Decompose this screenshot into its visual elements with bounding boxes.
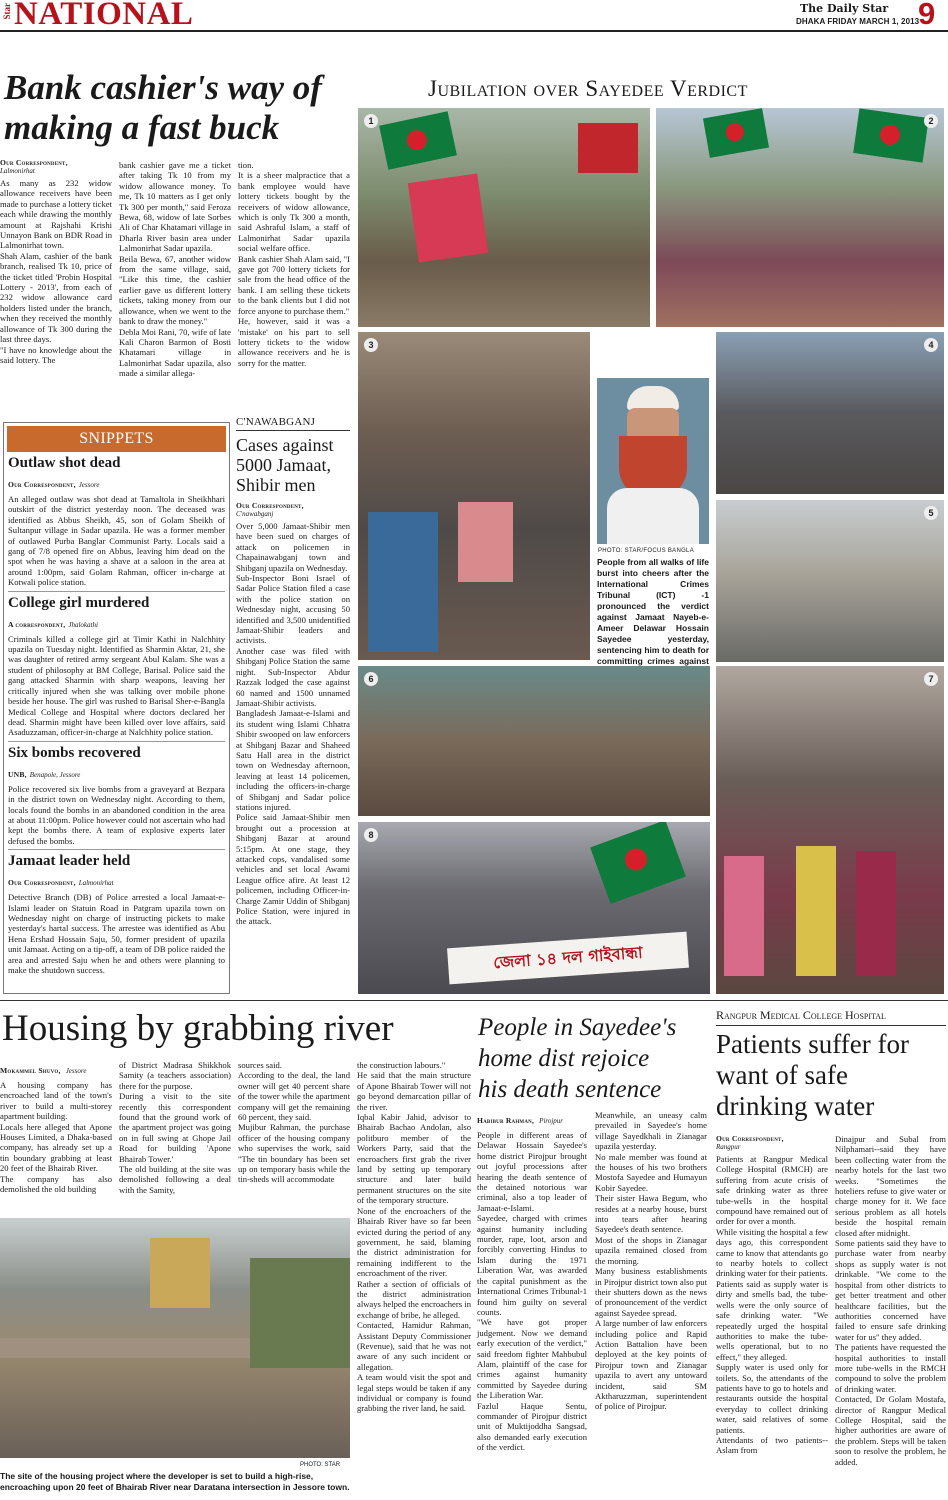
byline-location: Lalmonirhat <box>0 167 35 175</box>
bank-col-2: bank cashier gave me a ticket after taking Tk 10 from my widow allowance money. To me, Tk 10 matters as I get only Tk 300 per month," said Feroza Bewa, 68, widow of late Sorbes Ali of Char Khatamari village in Dharla River basin area under Lalmonirhat Sadar upazila. Beila Bewa, 67, another widow from the same village, said, "Like this time, the cashier earlier gave us different lottery tickets, taking money from our allowance, when we went to the bank to draw the money." Debla Moi Rani, 70, wife of late Kali Charon Barmon of Bosti Khatamari village in Lalmonirhat Sadar upazila, also made a similar allega- <box>119 160 231 379</box>
byline: Our Correspondent, <box>716 1134 784 1143</box>
byline: Habibur Rahman, <box>477 1116 535 1125</box>
byline-location: Jhalokathi <box>68 620 98 629</box>
flag-shape <box>379 111 457 170</box>
snippets-header: SNIPPETS <box>7 426 226 452</box>
photo-jubilation-dinajpur <box>716 666 944 994</box>
photo-number: 2 <box>924 114 938 128</box>
snippet-byline <box>8 472 225 491</box>
cases-story <box>236 416 350 927</box>
shirt-shape <box>607 488 699 544</box>
snippet-byline <box>8 762 225 781</box>
snippet-divider <box>8 849 225 850</box>
snippets-box <box>3 422 230 994</box>
byline: Our Correspondent, <box>8 878 76 888</box>
housing-headline: Housing by grabbing river <box>2 1008 394 1049</box>
photo-number: 1 <box>364 114 378 128</box>
photo-number: 5 <box>924 506 938 520</box>
byline-location: Jessore <box>78 481 100 489</box>
jubilation-caption: People from all walks of life burst into cheers after the International Crimes Tribunal (ICT) -1 pronounced the verdict against Jamaat Nayeb-e-Ameer Delawar Hossain Sayedee yesterday, sentencing him to death for committing crimes against <box>597 557 709 666</box>
housing-col-2: of District Madrasa Shikkhok Samity (a teachers association) there for the purpose. During a visit to the site recently this correspondent found that the ground work of the apartment project was going on in full swing at Ghope Jail Road for building 'Apone Bhairab Tower.' The old building at the site was demolished following a deal with the Samity, <box>119 1060 231 1195</box>
photo-number: 7 <box>924 672 938 686</box>
snippet-divider <box>8 741 225 742</box>
cases-text: Over 5,000 Jamaat-Shibir men have been sued on charges of attack on policemen in Chapainawabganj town and Shibganj upazila on Wednesday. Sub-Inspector Boni Israel of Sadar Police Station filed a case with the police station on Wednesday night, accusing 50 identified and 3,500 unidentified Jamaat-Shibir leaders and activists. Another case was filed with Shibganj Police Station the same night. Sub-Inspector Abdur Razzak lodged the case against 60 named and 1500 unnamed Jamaat-Shibir activists. Bangladesh Jamaat-e-Islami and its student wing Islami Chhatra Shibir swooped on law enforcers at Shibganj Bazar and Shaheed Satu Hall area in the district town on Wednesday afternoon, leaving at least 14 policemen, including the officers-in-charge of Shibganj and Sadar police stations injured. Police said Jamaat-Shibir men brought out a procession at Shibganj Bazar at around 5:15pm. At one stage, they attacked cops, vandalised some vehicles and set local Awami League office afire. At least 12 policemen, including Officer-in-Charge Zamir Uddin of Shibganj Police Station, were injured in the attack. <box>236 521 350 927</box>
photo-number: 8 <box>364 828 378 842</box>
story-text: People in different areas of Delawar Hossain Sayedee's home district Pirojpur brought out joyful processions after hearing the death sentence of the detained notorious war criminal, also a top leader of Jamaat-e-Islami. Sayedee, charged with crimes against humanity including murder, rape, loot, arson and forcibly converting Hindus to Islam during the 1971 Liberation War, was awarded the capital punishment as the International Crimes Tribunal-1 found him guilty on several counts. "We have got proper judgement. Now we demand early execution of the verdict," said freedom fighter Mahbubul Alam, plaintiff of the case for crimes against humanity committed by Sayedee during the Liberation War. Fazlul Haque Sentu, commander of Pirojpur district unit of Muktijoddha Sangsad, also demanded early execution of the verdict. <box>477 1130 587 1453</box>
story-text: A housing company has encroached land of the town's river to build a multi-storey apartment building. Locals here alleged that Apone Houses Limited, a Dhaka-based company, has already set up a tin boundary grabbing at least 20 feet of the Bhairab River. The company has also demolished the old building <box>0 1080 112 1195</box>
pirojpur-col-2: Meanwhile, an uneasy calm prevailed in Sayedee's home village Sayedkhali in Zianagar upazila yesterday. No male member was found at the houses of his two brothers Mostofa Sayedee and Humayun Kobir Sayedee. Their sister Hawa Begum, who resides at a nearby house, burst into tears after hearing Sayedee's death sentence. Most of the shops in Zianagar upazila remained closed from the morning. Many business establishments in Pirojpur district town also put their shutters down as the news of pronouncement of the verdict against Sayedee spread. A large number of law enforcers including police and Rapid Action Battalion have been deployed at the key points of Pirojpur town and Zianagar upazila to avert any untoward incident, said SM Aktharuzzman, superintendent of police of Pirojpur. <box>595 1110 707 1412</box>
kicker-rule <box>236 430 350 431</box>
procession-banner: জেলা ১৪ দল গাইবান্ধা <box>447 932 689 985</box>
snippet-divider <box>8 591 225 592</box>
pirojpur-headline <box>478 1012 714 1105</box>
jubilation-title: Jubilation over Sayedee Verdict <box>428 76 748 101</box>
snippet-headline: Six bombs recovered <box>8 744 141 761</box>
snippet-headline: Outlaw shot dead <box>8 455 121 471</box>
snippets-list <box>4 455 229 975</box>
snippet-item <box>8 849 225 975</box>
marcher-shape <box>724 856 764 976</box>
photo-procession-jhenidah <box>358 332 590 660</box>
snippet-text: Detective Branch (DB) of Police arrested a local Jamaat-e-Islami leader on Statuin Road in Patgram upazila town on Wednesday night on charge of instructing pickets to make yesterday's hartal success. The arrestee was identified as Abu Hena Ershad Hossain Saju, 50, former president of upazila unit Jamaat. Acting on a tip-off, a team of DB police raided the area and arrested Saju when he and others were planning to make the shutdown success. <box>8 892 226 975</box>
byline: UNB, <box>8 769 27 779</box>
headline-line: his death sentence <box>478 1076 662 1103</box>
snippet-byline <box>8 612 225 631</box>
byline-location: Rangpur <box>716 1143 741 1151</box>
byline-location: Pirojpur <box>539 1117 564 1125</box>
headline-line: People in Sayedee's <box>478 1014 677 1041</box>
photo-number: 3 <box>364 338 378 352</box>
photo-procession-munshiganj <box>716 500 944 662</box>
rangpur-col-2: Dinajpur and Subal from Nilphamari--said they have been collecting water from the nearby hotels for the last two weeks. "Sometimes the hoteliers refuse to give water or charge money for it. We face serious problem as all hotels beside the hospital remain closed after midnight. Some patients said they have to purchase water from nearby shops as supply water is not drinkable. "We come to the hospital from other districts to get better treatment and other healthcare facilities, but the authorities concerned have failed to ensure safe drinking water for us" they added. The patients have requested the hospital authorities to install more tube-wells in the RMCH compound to solve the problem of drinking water. Contacted, Dr Golam Mostafa, director of Rangpur Medical College Hospital, said the higher authorities are aware of the problem. Steps will be taken soon to resolve the problem, he added. <box>835 1134 946 1467</box>
tree-shape <box>250 1258 350 1368</box>
photo-procession-magura <box>358 108 650 327</box>
rangpur-headline: Patients suffer for want of safe drinking water <box>716 1029 909 1121</box>
headline-line: Bank cashier's way of <box>4 68 322 107</box>
byline-location: C'nawabganj <box>236 510 274 518</box>
building-shape <box>150 1238 210 1308</box>
photo-procession-bogra <box>656 108 944 327</box>
housing-col-4: the construction labours." He said that the main structure of Apone Bhairab Tower will not go beyond demarcation pillar of the river. Iqbal Kabir Jahid, advisor to Bhairab Bachao Andolan, also politburo member of the Workers Party, said that the encroachers first grab the river land by setting up temporary structure and later build permanent structures on the site of the temporary structure. None of the encroachers of the Bhairab River have so far been evicted during the period of any government, he said, blaming the district administration for remaining indifferent to the encroachment of the river. Rather a section of officials of the district administration always helped the encroachers in exchange of bribe, he alleged. Contacted, Hamidur Rahman, Assistant Deputy Commissioner (Revenue), said that he was not aware of any such incident or allegation. A team would visit the spot and legal steps would be taken if any individual or company is found grabbing the river land, he said. <box>357 1060 471 1414</box>
portrait-credit: PHOTO: STAR/FOCUS BANGLA <box>598 548 694 554</box>
newspaper-logo: The Daily Star <box>800 2 889 15</box>
snippet-item <box>8 455 225 588</box>
banner-shape <box>408 174 488 263</box>
flag-shape <box>853 108 929 162</box>
marcher-shape <box>796 846 836 976</box>
page-number: 9 <box>918 0 936 31</box>
snippet-item <box>8 591 225 738</box>
snippet-headline: Jamaat leader held <box>8 853 131 870</box>
byline: Mokammel Shuvo, <box>0 1066 61 1075</box>
flag-shape <box>590 822 686 904</box>
snippet-text: Criminals killed a college girl at Timir Kathi in Nalchhity upazila on Tuesday night. Identified as Sharmin Aktar, 21, she was daughter of retired army sergeant Abul Kalam. She was a student of philosophy at BM College, Barisal. Police said the gang attacked Sharmin with sharp weapons, leaving her critically injured when she was talking over mobile phone beside her house. The girl was rushed to Barisal Sher-e-Bangla Medical College and Hospital where doctors declared her dead. Sharmin might have been killed over love affairs, said Asaduzzaman, officer-in-charge at Nalchhity police station. <box>8 633 225 738</box>
headline-line: home dist rejoice <box>478 1045 650 1072</box>
story-text: Patients at Rangpur Medical College Hospital (RMCH) are suffering from acute crisis of safe drinking water as three tube-wells in the hospital compound have remained out of order for over a month. While visiting the hospital a few days ago, this correspondent came to know that attendants go to nearby hotels to collect drinking water for their patients. Patients said as supply water is dirty and smells bad, the tube-wells were the only source of safe drinking water. "We repeatedly urged the hospital authorities to make the tube-wells operational, but to no effect," they alleged. Supply water is used only for toilets. So, the attendants of the patients have to go to hotels and restaurants outside the hospital everyday to collect drinking water, said relatives of some patients. Attendants of two patients--Aslam from <box>716 1154 828 1456</box>
marcher-shape <box>856 851 896 976</box>
photo-number: 4 <box>924 338 938 352</box>
photo-housing-site <box>0 1218 350 1458</box>
photo-sweets-narayanganj <box>358 666 710 816</box>
housing-col-1 <box>0 1058 112 1194</box>
byline: Our Correspondent, <box>236 501 304 510</box>
snippet-text: Police recovered six live bombs from a graveyard at Bezpara in the district town on Wednesday night. According to them, locals found the bombs in an abandoned condition in the area at about 11:00pm. Police however could not ascertain who had kept the bombs there. A team of explosive experts later defused the bombs. <box>8 783 225 846</box>
photo-procession-gaibandha <box>358 822 710 994</box>
snippet-item <box>8 741 225 846</box>
kicker-rule <box>716 1025 946 1026</box>
photo-number: 6 <box>364 672 378 686</box>
issue-date: DHAKA FRIDAY MARCH 1, 2013 <box>796 17 920 26</box>
bank-story-headline <box>4 68 354 148</box>
story-text: As many as 232 widow allowance receivers have been made to purchase a lottery ticket each while drawing the monthly amount at Rajshahi Krishi Unnayon Bank on BDR Road in Lalmonirhat town. Shah Alam, cashier of the bank branch, realised Tk 10, price of the ticket titled 'Probin Hospital Lottery - 2013', from each of 232 widow allowance card holders listed under the branch, when they received the monthly allowance of Tk 300 during the last three days. "I have no knowledge about the said lottery. The <box>0 178 112 365</box>
byline-location: Lalmonirhat <box>78 879 114 888</box>
byline-location: Jessore <box>65 1067 87 1075</box>
housing-col-3: sources said. According to the deal, the land owner will get 40 percent share of the tower while the apartment company will get the remaining 60 percent, they said. Mujibur Rahman, the purchase officer of the housing company who supervises the work, said "The tin boundary has been set up on temporary basis while the tin-sheds will accommodate <box>238 1060 350 1185</box>
section-divider <box>0 1000 948 1001</box>
flag-shape <box>703 108 769 158</box>
bank-col-3: tion. It is a sheer malpractice that a bank employee would have lottery tickets bought by the receivers of widow allowance, which is only Tk 300 a month, said Ashraful Islam, a staff of Lalmonirhat Sadar upazila social welfare office. Bank cashier Shah Alam said, "I gave got 700 lottery tickets for sale from the head office of the bank. I am selling these tickets to the bank clients but I did not force anyone to purchase them." He, however, said it was a 'mistake' on his part to sell lottery tickets to the widow allowance receivers and he is sorry for the matter. <box>238 160 350 368</box>
rangpur-col-1 <box>716 1134 828 1456</box>
marcher-shape <box>458 502 513 582</box>
byline: Our Correspondent, <box>8 480 76 489</box>
byline: Our Correspondent, <box>0 158 68 167</box>
rangpur-story <box>716 1008 946 1122</box>
side-tag: Star <box>2 3 12 20</box>
photo-sayedee-portrait <box>597 378 709 544</box>
snippet-text: An alleged outlaw was shot dead at Tamaltola in Sheikhhari outskirt of the district yesterday noon. The deceased was identified as Abbus Sheikh, 45, son of Golam Sheikh of Sultanpur village in Sadar upazila. He was a former member of outlawed Purba Banglar Communist Party. Locals said a gang of 7/8 opened fire on Abbus, leaving him dead on the spot when he was having a shave at a saloon in the area at around 1:00pm, said Golam Rahman, officer in-charge at Kotwali police station. <box>8 494 225 588</box>
headline-line: making a fast buck <box>4 108 280 147</box>
pirojpur-col-1 <box>477 1108 587 1453</box>
snippet-headline: College girl murdered <box>8 594 150 611</box>
marcher-shape <box>368 512 438 652</box>
byline: A correspondent, <box>8 619 66 629</box>
bank-col-1 <box>0 158 112 365</box>
cases-kicker: C'NAWABGANJ <box>236 416 316 428</box>
section-title: NATIONAL <box>14 0 194 32</box>
photo-procession-chandpur <box>716 332 944 494</box>
byline-location: Benapole, Jessore <box>29 770 81 779</box>
cases-headline: Cases against 5000 Jamaat, Shibir men <box>236 435 334 495</box>
housing-caption: The site of the housing project where the developer is set to build a high-rise, encroaching upon 20 feet of Bhairab River near Daratana intersection in Jessore town. <box>0 1471 350 1492</box>
rangpur-kicker: Rangpur Medical College Hospital <box>716 1008 886 1022</box>
housing-photo-credit: PHOTO: STAR <box>300 1462 341 1468</box>
snippet-byline <box>8 870 225 889</box>
sign-shape <box>578 123 638 173</box>
cap-shape <box>627 386 679 410</box>
